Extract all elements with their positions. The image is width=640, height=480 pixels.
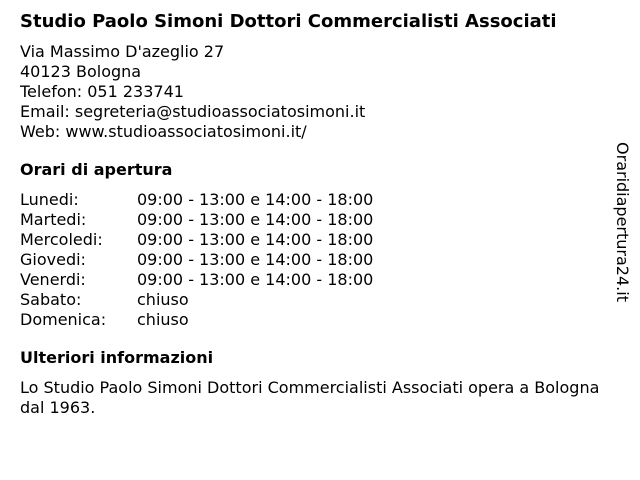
website-text: Web: www.studioassociatosimoni.it/ [20,122,307,141]
hours-row-saturday [20,290,373,310]
business-card [20,10,600,418]
opening-hours-table [20,190,373,330]
day-label: Giovedi: [20,250,86,269]
time-value: 09:00 - 13:00 e 14:00 - 18:00 [137,210,374,229]
hours-row-wednesday [20,230,373,250]
hours-row-monday [20,190,373,210]
day-label: Martedi: [20,210,87,229]
business-name: Studio Paolo Simoni Dottori Commercialisti Associati [20,11,557,32]
time-value: 09:00 - 13:00 e 14:00 - 18:00 [137,250,374,269]
opening-hours-heading: Orari di apertura [20,160,173,179]
hours-row-friday [20,270,373,290]
hours-row-sunday [20,310,373,330]
time-value: chiuso [137,290,189,309]
day-label: Domenica: [20,310,107,329]
address-city: 40123 Bologna [20,62,142,81]
day-label: Venerdi: [20,270,86,289]
day-label: Sabato: [20,290,82,309]
time-value: chiuso [137,310,189,329]
email-text: Email: segreteria@studioassociatosimoni.it [20,102,366,121]
address-street: Via Massimo D'azeglio 27 [20,42,225,61]
hours-row-tuesday [20,210,373,230]
site-watermark: Oraridiapertura24.it [613,142,632,302]
phone-text: Telefon: 051 233741 [20,82,184,101]
additional-info-heading: Ulteriori informazioni [20,348,214,367]
hours-row-thursday [20,250,373,270]
time-value: 09:00 - 13:00 e 14:00 - 18:00 [137,230,374,249]
time-value: 09:00 - 13:00 e 14:00 - 18:00 [137,190,374,209]
day-label: Lunedi: [20,190,79,209]
additional-info-text: Lo Studio Paolo Simoni Dottori Commercialisti Associati opera a Bologna dal 1963. [20,378,600,417]
time-value: 09:00 - 13:00 e 14:00 - 18:00 [137,270,374,289]
day-label: Mercoledi: [20,230,103,249]
